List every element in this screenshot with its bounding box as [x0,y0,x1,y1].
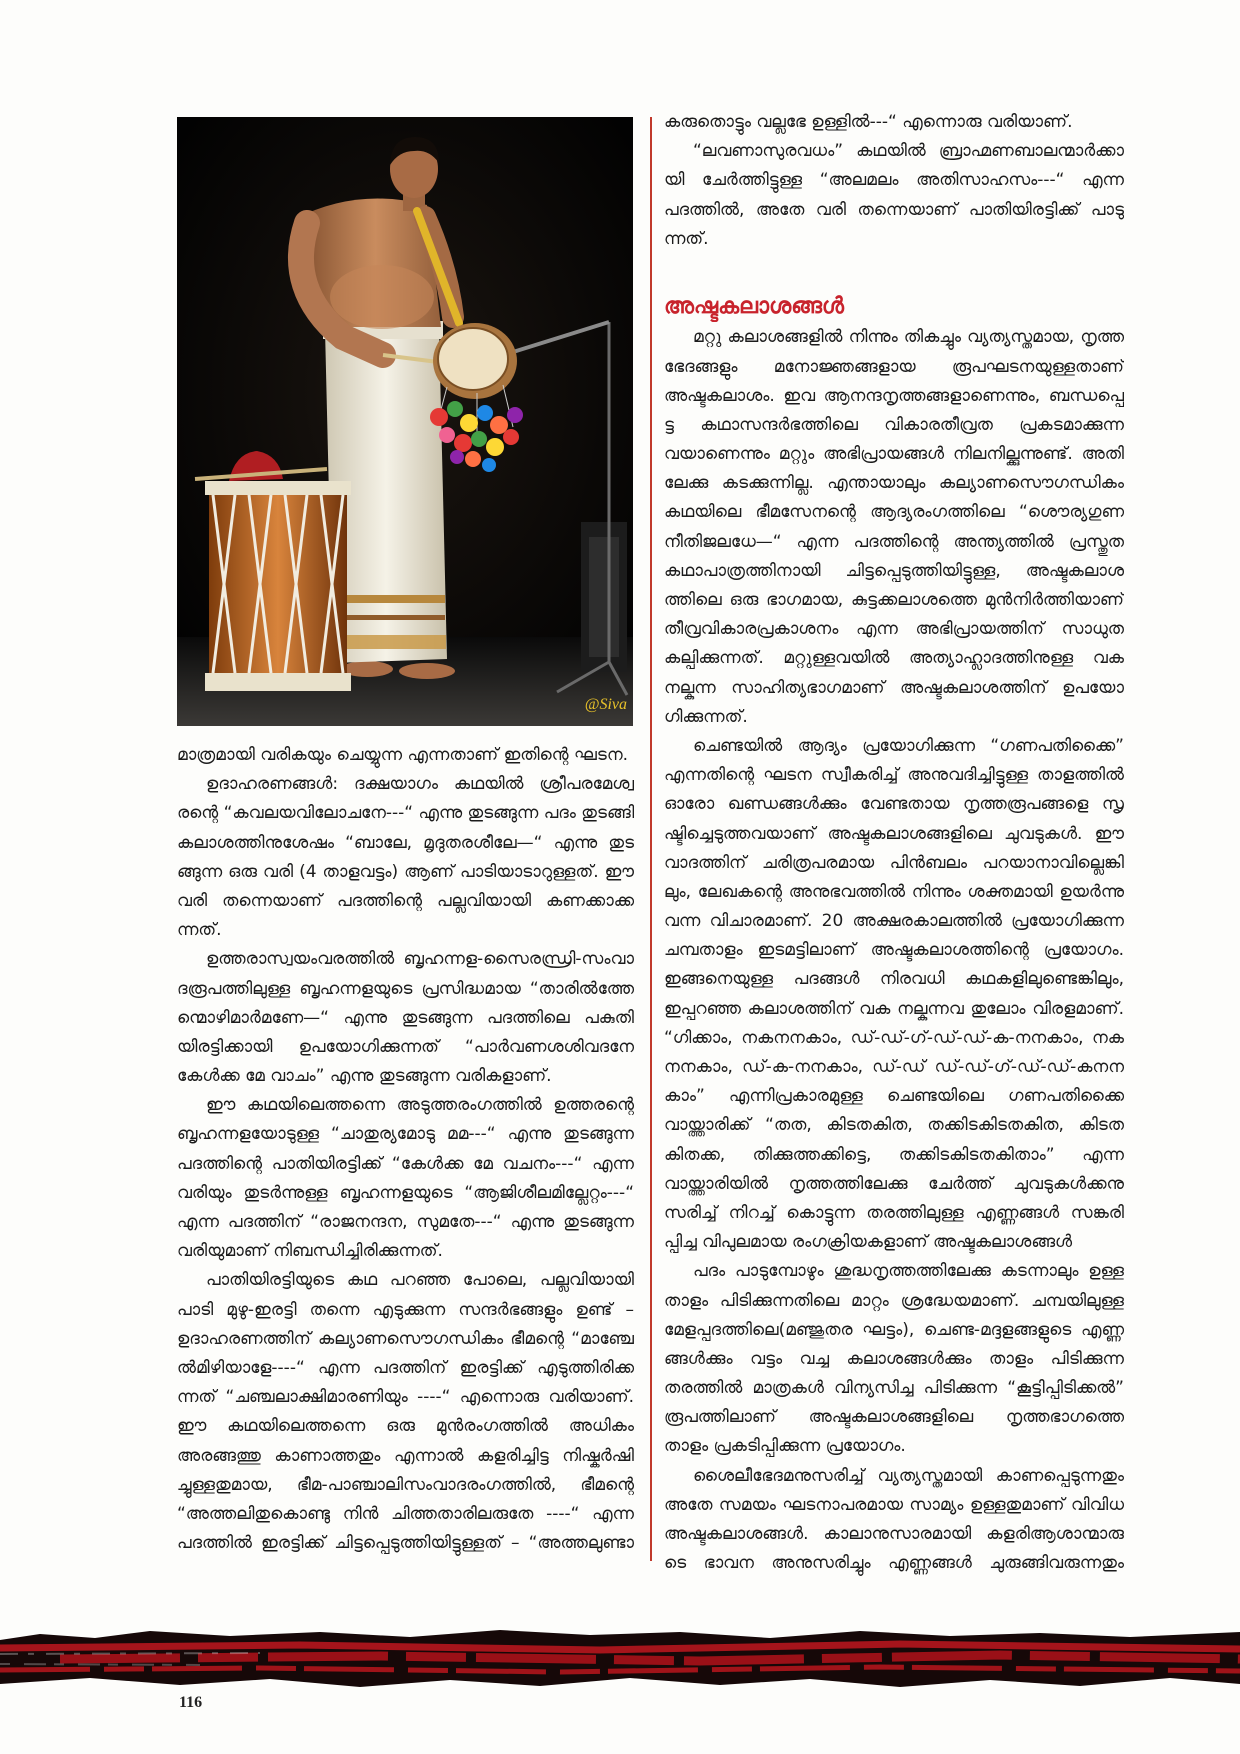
text-line: അഷ്ടകലാശം. ഇവ ആനന്ദനൃത്തങ്ങളാണെന്നും, ബന്ധപ്പെ [664,385,1124,406]
performer-belly [330,265,434,329]
text-line: ടെ ഭാവന അനുസരിച്ചും എണ്ണങ്ങൾ ചുരുങ്ങിവരുന്നതും [664,1553,1124,1574]
text-line: ശൈലീഭേദമനുസരിച്ച് വ്യത്യസ്തമായി കാണപ്പെടുന്നതും [693,1465,1124,1486]
text-line: യി ചേർത്തിട്ടുള്ള “അലമലം അതിസാഹസം---“ എന്ന [664,170,1124,191]
text-line: രന്റെ “കവലയവിലോചനേ---“ എന്നു തുടങ്ങുന്ന പദം തുടങ്ങി [177,803,634,824]
text-line: ചെണ്ടയിൽ ആദ്യം പ്രയോഗിക്കുന്ന “ഗണപതിക്കൈ” [693,735,1124,756]
banner-red-streak [60,1655,1240,1661]
text-line: രൂപത്തിലാണ് അഷ്ടകലാശങ്ങളിലെ നൃത്തഭാഗത്തെ [664,1407,1124,1428]
text-line: ൽമിഴിയാളേ----“ എന്ന പദത്തിന് ഇരട്ടിക്ക് എടുത്തിരിക്ക [177,1357,634,1378]
text-line: ലേക്കു കടക്കുന്നില്ല. എന്തായാലും കല്യാണസൌഗന്ധികം [664,473,1124,494]
text-line: അതേ സമയം ഘടനാപരമായ സാമ്യം ഉള്ളതുമാണ് വിവിധ [664,1494,1124,1515]
text-line: എന്ന പദത്തിന് “രാജനന്ദന, സുമതേ---“ എന്നു തുടങ്ങുന്ന [177,1212,634,1232]
text-line: നല്കുന്ന സാഹിത്യഭാഗമാണ് അഷ്ടകലാശത്തിന് ഉപയോ [664,677,1124,698]
text-line: വരിയുമാണ് നിബന്ധിച്ചിരിക്കുന്നത്. [177,1241,443,1262]
text-line: അഷ്ടകലാശങ്ങൾ. കാലാനുസാരമായി കളരിആശാന്മാരു [664,1524,1124,1545]
text-line: കഥയിലെ ഭീമസേനന്റെ ആദ്യരംഗത്തിലെ “ശൌര്യഗുണ [664,502,1124,523]
performer-left-foot [399,663,455,679]
text-line: ഇപ്പറഞ്ഞ കലാശത്തിന് വക നല്കുന്നവ തുലോം വിരളമാണ്. [664,998,1124,1019]
text-line: കരുതൊട്ടും വല്ലഭേ ഉള്ളിൽ---“ എന്നൊരു വരിയാണ്. [664,112,1073,132]
text-line: പാടി മുഴു-ഇരട്ടി തന്നെ എടുക്കുന്ന സന്ദർഭങ്ങളും ഉണ്ട് – [177,1299,634,1320]
text-line: ങ്ങുന്ന ഒരു വരി (4 താളവട്ടം) ആണ് പാടിയാടാറുള്ളത്. ഈ [177,861,634,882]
text-line: കലാശത്തിനുശേഷം “ബാലേ, മൃദുതരശീലേ—“ എന്നു തുട [177,832,634,853]
left-text-column [177,741,634,1558]
text-line: തരത്തിൽ മാത്രകൾ വിന്യസിച്ച പിടിക്കുന്ന “കൂട്ടിപ്പിടിക്കൽ” [664,1378,1124,1399]
text-line: മേളപ്പദത്തിലെ(മഞ്ജുതര ഘട്ടം), ചെണ്ട-മദ്ദളങ്ങളുടെ എണ്ണ [664,1319,1124,1340]
text-line: കേൾക്ക മേ വാചം” എന്നു തുടങ്ങുന്ന വരികളാണ്. [177,1066,552,1087]
text-line: ഉദാഹരണങ്ങൾ: ദക്ഷയാഗം കഥയിൽ ശ്രീപരമേശ്വ [206,774,634,795]
paragraph [664,323,1124,732]
text-line: ഷ്ടിച്ചെടുത്തവയാണ് അഷ്ടകലാശങ്ങളിലെ ചുവടുകൾ. ഈ [664,823,1124,844]
text-line: ഓരോ ഖണ്ഡങ്ങൾക്കും വേണ്ടതായ നൃത്തരൂപങ്ങളെ സൃ [664,794,1124,815]
text-line: പ്പിച്ച വിപുലമായ രംഗക്രിയകളാണ് അഷ്ടകലാശങ്ങൾ [664,1232,1073,1253]
section-heading: അഷ്ടകലാശങ്ങൾ [664,293,844,319]
text-line: ഗിക്കുന്നത്. [664,706,748,727]
text-line: ചമ്പതാളം ഇടമട്ടിലാണ് അഷ്ടകലാശത്തിന്റെ പ്രയോഗം. [664,940,1124,961]
text-line: വരി തന്നെയാണ് പദത്തിന്റെ പല്ലവിയായി കണക്കാക്ക [177,890,634,911]
text-line: “ലവണാസുരവധം” കഥയിൽ ബ്രാഹ്മണബാലന്മാർക്കാ [693,141,1124,162]
paragraph [177,945,634,1091]
text-line: കിതക്ക, തിക്കുത്തക്കിട്ടെ, തക്കിടകിടതകിതാം” എന്ന [664,1144,1124,1165]
text-line: ന്നത്. [177,920,222,941]
text-line: ങ്ങൾക്കും വട്ടം വച്ച കലാശങ്ങൾക്കും താളം പിടിക്കുന്ന [664,1348,1124,1369]
text-line: ട്ട കഥാസന്ദർഭത്തിലെ വികാരതീവ്രത പ്രകടമാക്കുന്ന [664,414,1124,435]
text-line: പദം പാടുമ്പോഴും ശുദ്ധനൃത്തത്തിലേക്കു കടന്നാലും ഉള്ള [693,1261,1124,1282]
text-line: ന്നത്. [664,228,709,249]
paragraph [177,741,634,770]
text-line: ഇങ്ങനെയുള്ള പദങ്ങൾ നിരവധി കഥകളിലുണ്ടെങ്കിലും, [664,969,1124,990]
brush-stroke-banner [0,1626,1240,1692]
text-line: ഈ കഥയിലെത്തന്നെ ഒരു മുൻരംഗത്തിൽ അധികം [177,1416,634,1437]
text-line: “ഗിക്കാം, നകനനകാം, ഡ്-ഡ്-ഗ്-ഡ്-ഡ്-ക-നനകാം, നക [664,1027,1124,1048]
text-line: ഉദാഹരണത്തിന് കല്യാണസൌഗന്ധികം ഭീമന്റെ “മാഞ്ചേ [177,1328,634,1349]
paragraph [664,1462,1124,1579]
right-text-column [664,108,1124,1578]
paragraph [177,770,634,945]
text-line: എന്നതിന്റെ ഘടന സ്വീകരിച്ച് അനുവദിച്ചിട്ടുള്ള താളത്തിൽ [664,765,1124,786]
paragraph [664,732,1124,1257]
paragraph [664,1257,1124,1461]
text-line: ഭേദങ്ങളും മനോജ്ഞങ്ങളായ രൂപഘടനയുള്ളതാണ് [664,356,1124,377]
text-line: നീതിജലധേ—“ എന്ന പദത്തിന്റെ അന്ത്യത്തിൽ പ്രസ്തുത [664,531,1124,552]
chenda-drum [205,481,351,691]
text-line: വരിയും തുടർന്നുള്ള ബൃഹന്നളയുടെ “ആജിശീലമില്ലേറ്റം---“ [177,1182,634,1203]
text-line: താളം പിടിക്കുന്നതിലെ മാറ്റം ശ്രദ്ധേയമാണ്. ചമ്പയിലുള്ള [664,1290,1124,1311]
right-body-block [664,323,1124,1578]
column-divider [650,117,652,1561]
text-line: കാം” എന്നിപ്രകാരമുള്ള ചെണ്ടയിലെ ഗണപതിക്കൈ [664,1086,1124,1107]
text-line: കഥാപാത്രത്തിനായി ചിട്ടപ്പെടുത്തിയിട്ടുള്ള, അഷ്ടകലാശ [664,560,1124,581]
right-intro-block [664,108,1124,254]
text-line: “അത്തലിതുകൊണ്ടു നിൻ ചിത്തതാരിലരുതേ ----“ എന്ന [177,1503,634,1524]
text-line: മാത്രമായി വരികയും ചെയ്യുന്ന എന്നതാണ് ഇതിന്റെ ഘടന. [177,745,628,765]
text-line: കല്പിക്കുന്നത്. മറ്റുള്ളവയിൽ അത്യാഹ്ലാദത്തിനുള്ള വക [664,648,1124,669]
text-line: ഈ കഥയിലെത്തന്നെ അടുത്തരംഗത്തിൽ ഉത്തരന്റെ [206,1095,634,1116]
text-line: ത്തിലെ ഒരു ഭാഗമായ, കുട്ടക്കലാശത്തെ മുൻനിർത്തിയാണ് [664,590,1124,611]
text-line: അരങ്ങത്തു കാണാത്തതും എന്നാൽ കളരിച്ചിട്ട നിഷ്കർഷി [177,1445,634,1466]
page-number: 116 [179,1694,203,1711]
paragraph [177,1266,634,1558]
text-line: സരിച്ച് നിറച്ച് കൊട്ടുന്ന തരത്തിലുള്ള എണ്ണങ്ങൾ സങ്കരി [664,1202,1124,1223]
text-line: യിരട്ടിക്കായി ഉപയോഗിക്കുന്നത് “പാർവണശശിവദനേ [177,1036,634,1057]
photo-watermark: @Siva [584,696,627,713]
equipment-stand [581,522,627,672]
text-line: മറ്റു കലാശങ്ങളിൽ നിന്നും തികച്ചും വ്യത്യസ്തമായ, നൃത്ത [693,327,1124,348]
edakka-drum [433,323,517,399]
text-line: ഉത്തരാസ്വയംവരത്തിൽ ബൃഹന്നള-സൈരന്ധ്രി-സംവാ [206,949,634,970]
text-line: വായ്ത്താരിക്ക് “തത, കിടതകിത, തക്കിടകിടതകിത, കിടത [664,1115,1124,1136]
text-line: നനകാം, ഡ്-ക-നനകാം, ഡ്-ഡ് ഡ്-ഡ്-ഗ്-ഡ്-ഡ്-കനന [664,1057,1124,1078]
text-line: ദരൂപത്തിലുള്ള ബൃഹന്നളയുടെ പ്രസിദ്ധമായ “താരിൽത്തേ [177,978,634,999]
text-line: പാതിയിരട്ടിയുടെ കഥ പറഞ്ഞ പോലെ, പല്ലവിയായി [206,1270,634,1291]
text-line: ന്മൊഴിമാർമണേ—“ എന്നു തുടങ്ങുന്ന പദത്തിലെ പകുതി [177,1007,634,1028]
text-line: വായ്ത്താരിയിൽ നൃത്തത്തിലേക്കു ചേർത്ത് ചുവടുകൾക്കനു [664,1173,1124,1194]
text-line: വന്ന വിചാരമാണ്. 20 അക്ഷരകാലത്തിൽ പ്രയോഗിക്കുന്ന [664,911,1124,932]
text-line: താളം പ്രകടിപ്പിക്കുന്ന പ്രയോഗം. [664,1436,906,1457]
performer-photo-drawing [177,117,633,726]
text-line: വയാണെന്നും മറ്റും അഭിപ്രായങ്ങൾ നിലനില്ക്കുന്നുണ്ട്. അതി [664,444,1124,465]
text-line: വാദത്തിന് ചരിത്രപരമായ പിൻബലം പറയാനാവില്ലെങ്കി [664,852,1124,873]
text-line: ലും, ലേഖകന്റെ അനുഭവത്തിൽ നിന്നും ശക്തമായി ഉയർന്നു [664,881,1124,902]
text-line: ച്ചുള്ളതുമായ, ഭീമ-പാഞ്ചാലിസംവാദരംഗത്തിൽ, ഭീമന്റെ [177,1474,634,1495]
text-line: പദത്തിന്റെ പാതിയിരട്ടിക്ക് “കേൾക്ക മേ വചനം---“ എന്ന [177,1153,634,1174]
paragraph [664,108,1124,137]
text-line: തീവ്രവികാരപ്രകാശനം എന്ന അഭിപ്രായത്തിന് സാധുത [664,619,1124,640]
text-line: ന്നത് “ചഞ്ചലാക്ഷിമാരണിയും ----“ എന്നൊരു വരിയാണ്. [177,1387,634,1408]
performer-photo [177,117,633,726]
text-line: പദത്തിൽ, അതേ വരി തന്നെയാണ് പാതിയിരട്ടിക്ക് പാടു [664,199,1124,220]
paragraph [664,137,1124,254]
text-line: പദത്തിൽ ഇരട്ടിക്ക് ചിട്ടപ്പെടുത്തിയിട്ടുള്ളത് – “അത്തലുണ്ടാ [177,1533,634,1554]
text-line: ബൃഹന്നളയോടുള്ള “ചാതുര്യമോടു മമ---“ എന്നു തുടങ്ങുന്ന [177,1124,634,1145]
paragraph [177,1091,634,1266]
